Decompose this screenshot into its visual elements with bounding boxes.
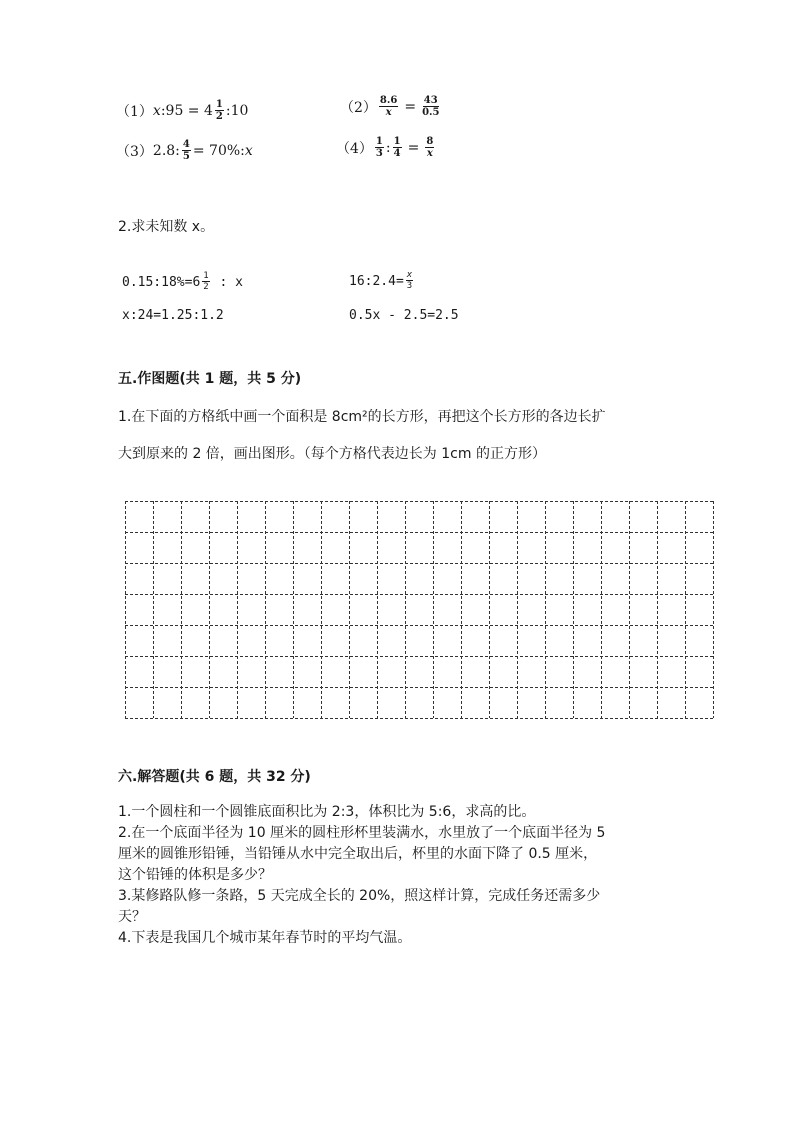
fraction (202, 272, 209, 292)
fraction (425, 137, 434, 159)
eq-label: （3） (116, 144, 153, 160)
section-heading-problems: 六.解答题(共 6 题，共 32 分) (118, 769, 311, 785)
fraction-denominator: 4 (393, 148, 401, 159)
problem-line: 厘米的圆锥形铅锤，当铅锤从水中完全取出后，杯里的水面下降了 0.5 厘米， (118, 846, 598, 862)
eq-text: = (407, 140, 420, 156)
eq-label: （2） (340, 100, 377, 116)
equation-7: x:24=1.25:1.2 (122, 308, 224, 323)
fraction-denominator: 3 (375, 148, 383, 159)
fraction-numerator: 1 (203, 271, 209, 281)
equation-5 (122, 272, 243, 292)
fraction (406, 271, 413, 291)
fraction (215, 100, 224, 122)
fraction-numerator: 4 (182, 139, 190, 150)
eq-text: 0.15:18%=6 (122, 274, 201, 290)
eq-text: : (385, 140, 391, 156)
fraction-denominator: 2 (203, 282, 209, 292)
equation-2 (340, 96, 441, 118)
fraction-numerator: 8 (426, 136, 434, 147)
drawing-question-line-1: 1.在下面的方格纸中画一个面积是 8cm²的长方形，再把这个长方形的各边长扩 (118, 409, 606, 425)
problem-line: 3.某修路队修一条路，5 天完成全长的 20%，照这样计算，完成任务还需多少 (118, 888, 601, 904)
fraction (375, 137, 384, 159)
problem-line: 这个铅锤的体积是多少？ (118, 867, 272, 883)
equation-8: 0.5x - 2.5=2.5 (349, 308, 459, 323)
eq-text: :10 (225, 103, 249, 119)
eq-text: :95 = 4 (160, 103, 213, 119)
eq-text: 16:2.4= (349, 273, 404, 289)
fraction-denominator: 3 (406, 281, 413, 291)
question-2-title: 2.求未知数 x。 (118, 219, 215, 235)
fraction-numerator: x (406, 270, 413, 280)
equation-6 (349, 271, 415, 291)
problem-text (118, 802, 605, 949)
eq-text: = (404, 99, 417, 115)
fraction (422, 96, 439, 118)
eq-label: （1） (116, 104, 153, 120)
fraction-denominator: x (385, 107, 392, 118)
drawing-question-line-2: 大到原来的 2 倍，画出图形。（每个方格代表边长为 1cm 的正方形） (118, 446, 546, 462)
eq-text: : x (211, 274, 244, 290)
fraction (393, 137, 402, 159)
square-grid-paper[interactable] (124, 500, 718, 722)
equation-4 (336, 137, 436, 159)
eq-label: （4） (336, 141, 373, 157)
fraction-denominator: x (426, 148, 433, 159)
fraction (379, 96, 398, 118)
fraction-denominator: 2 (215, 111, 223, 122)
eq-variable: x (244, 143, 253, 159)
fraction-numerator: 1 (375, 136, 383, 147)
eq-text: = 70%: (192, 143, 245, 159)
section-heading-drawing: 五.作图题(共 1 题，共 5 分) (118, 371, 302, 387)
equation-1 (116, 100, 248, 122)
eq-text: 2.8: (152, 143, 180, 159)
equation-3 (116, 140, 253, 162)
eq-variable: x (152, 103, 161, 119)
problem-line: 天？ (118, 909, 146, 925)
fraction-numerator: 8.6 (379, 95, 398, 106)
fraction-numerator: 43 (423, 95, 438, 106)
problem-line: 4.下表是我国几个城市某年春节时的平均气温。 (118, 930, 412, 946)
problem-line: 1.一个圆柱和一个圆锥底面积比为 2:3，体积比为 5:6，求高的比。 (118, 804, 536, 820)
problem-line: 2.在一个底面半径为 10 厘米的圆柱形杯里装满水，水里放了一个底面半径为 5 (118, 825, 606, 841)
fraction-denominator: 5 (182, 151, 190, 162)
fraction-denominator: 0.5 (422, 107, 440, 118)
fraction-numerator: 1 (215, 99, 223, 110)
fraction-numerator: 1 (393, 136, 401, 147)
fraction (182, 140, 191, 162)
